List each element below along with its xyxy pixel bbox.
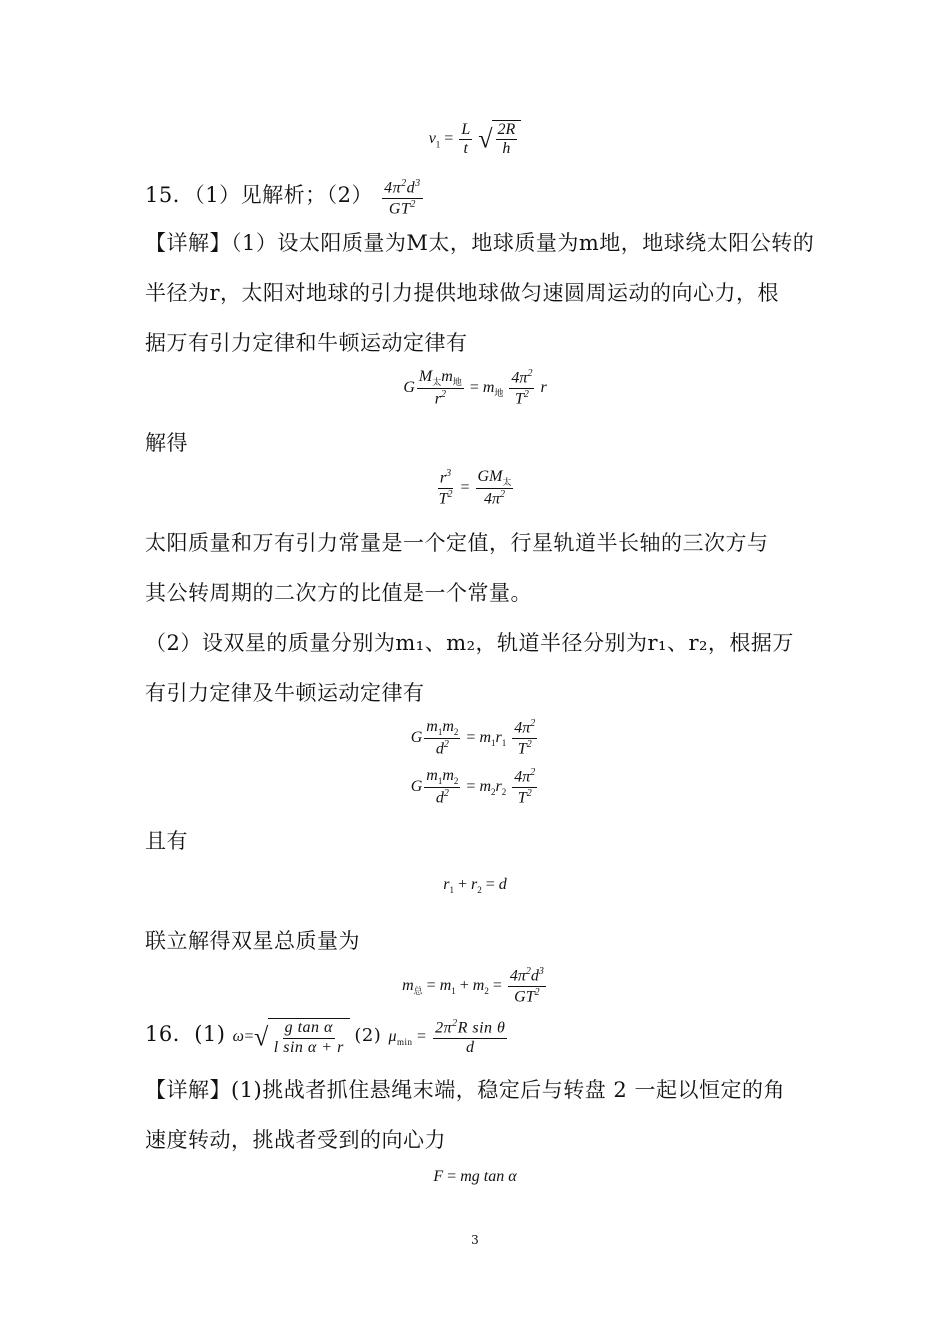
answer-16-label: 16．(1) (145, 1022, 226, 1047)
answer-16-line (145, 1018, 509, 1057)
equation-kepler: $\frac{r^3}{T^2}$ = $\frac{GM_太}{4\pi^2}$ (438, 468, 512, 508)
equation-sum: $r_1 + r_2 = d$ (443, 876, 507, 896)
page-number: 3 (471, 1233, 479, 1247)
paragraph-3: 据万有引力定律和牛顿运动定律有 (145, 331, 468, 355)
paragraph-2: 半径为r，太阳对地球的引力提供地球做匀速圆周运动的向心力，根 (145, 281, 780, 305)
combine-label: 联立解得双星总质量为 (145, 929, 360, 953)
also-label: 且有 (145, 829, 188, 853)
equation-binary-2: G $\frac{m_1m_2}{d^2}$ = $m_2r_2$ $\frac{4\pi^2}{T^2}$ (410, 767, 536, 807)
equation-v1: $v_1$ = $\frac{L}{t}$ √ $\frac{2R}{h}$ (0, 120, 950, 159)
paragraph-5: 其公转周期的二次方的比值是一个常量。 (145, 581, 532, 605)
answer-15-label: 15．（1）见解析；（2） (145, 182, 373, 207)
paragraph-7: 有引力定律及牛顿运动定律有 (145, 681, 425, 705)
answer-15-formula: $\frac{4\pi^2d^3}{GT^2}$ (384, 178, 421, 218)
answer-16-mu: $\mu_{min}$ = $\frac{2\pi^2R \sin \theta}{d}$ (388, 1018, 506, 1056)
answer-16-part2-label: (2) (354, 1025, 382, 1047)
paragraph-9: 速度转动，挑战者受到的向心力 (145, 1128, 446, 1152)
equation-total-mass: $m_总 = m_1 + m_2$ = $\frac{4\pi^2d^3}{GT^2}$ (402, 966, 544, 1006)
paragraph-4: 太阳质量和万有引力常量是一个定值，行星轨道半长轴的三次方与 (145, 531, 769, 555)
paragraph-1: 【详解】（1）设太阳质量为M太，地球质量为m地，地球绕太阳公转的 (145, 231, 815, 255)
paragraph-8: 【详解】(1)挑战者抓住悬绳末端，稳定后与转盘 2 一起以恒定的角 (145, 1078, 785, 1102)
equation-force: F = mg tan α (433, 1168, 517, 1185)
answer-16-omega: ω=√ $\frac{\text{g tan α}}{\text{l sin α + r}}$ (233, 1028, 355, 1045)
equation-gravity: G $\frac{M_太m_地}{r^2}$ = $m_地$ $\frac{4\pi^2}{T^2}$ r (403, 368, 547, 408)
equation-binary-1: G $\frac{m_1m_2}{d^2}$ = $m_1r_1$ $\frac{4\pi^2}{T^2}$ (410, 718, 536, 758)
answer-15-line (145, 178, 425, 218)
paragraph-6: （2）设双星的质量分别为m₁、m₂，轨道半径分别为r₁、r₂，根据万 (145, 631, 794, 655)
solve-label: 解得 (145, 431, 188, 455)
